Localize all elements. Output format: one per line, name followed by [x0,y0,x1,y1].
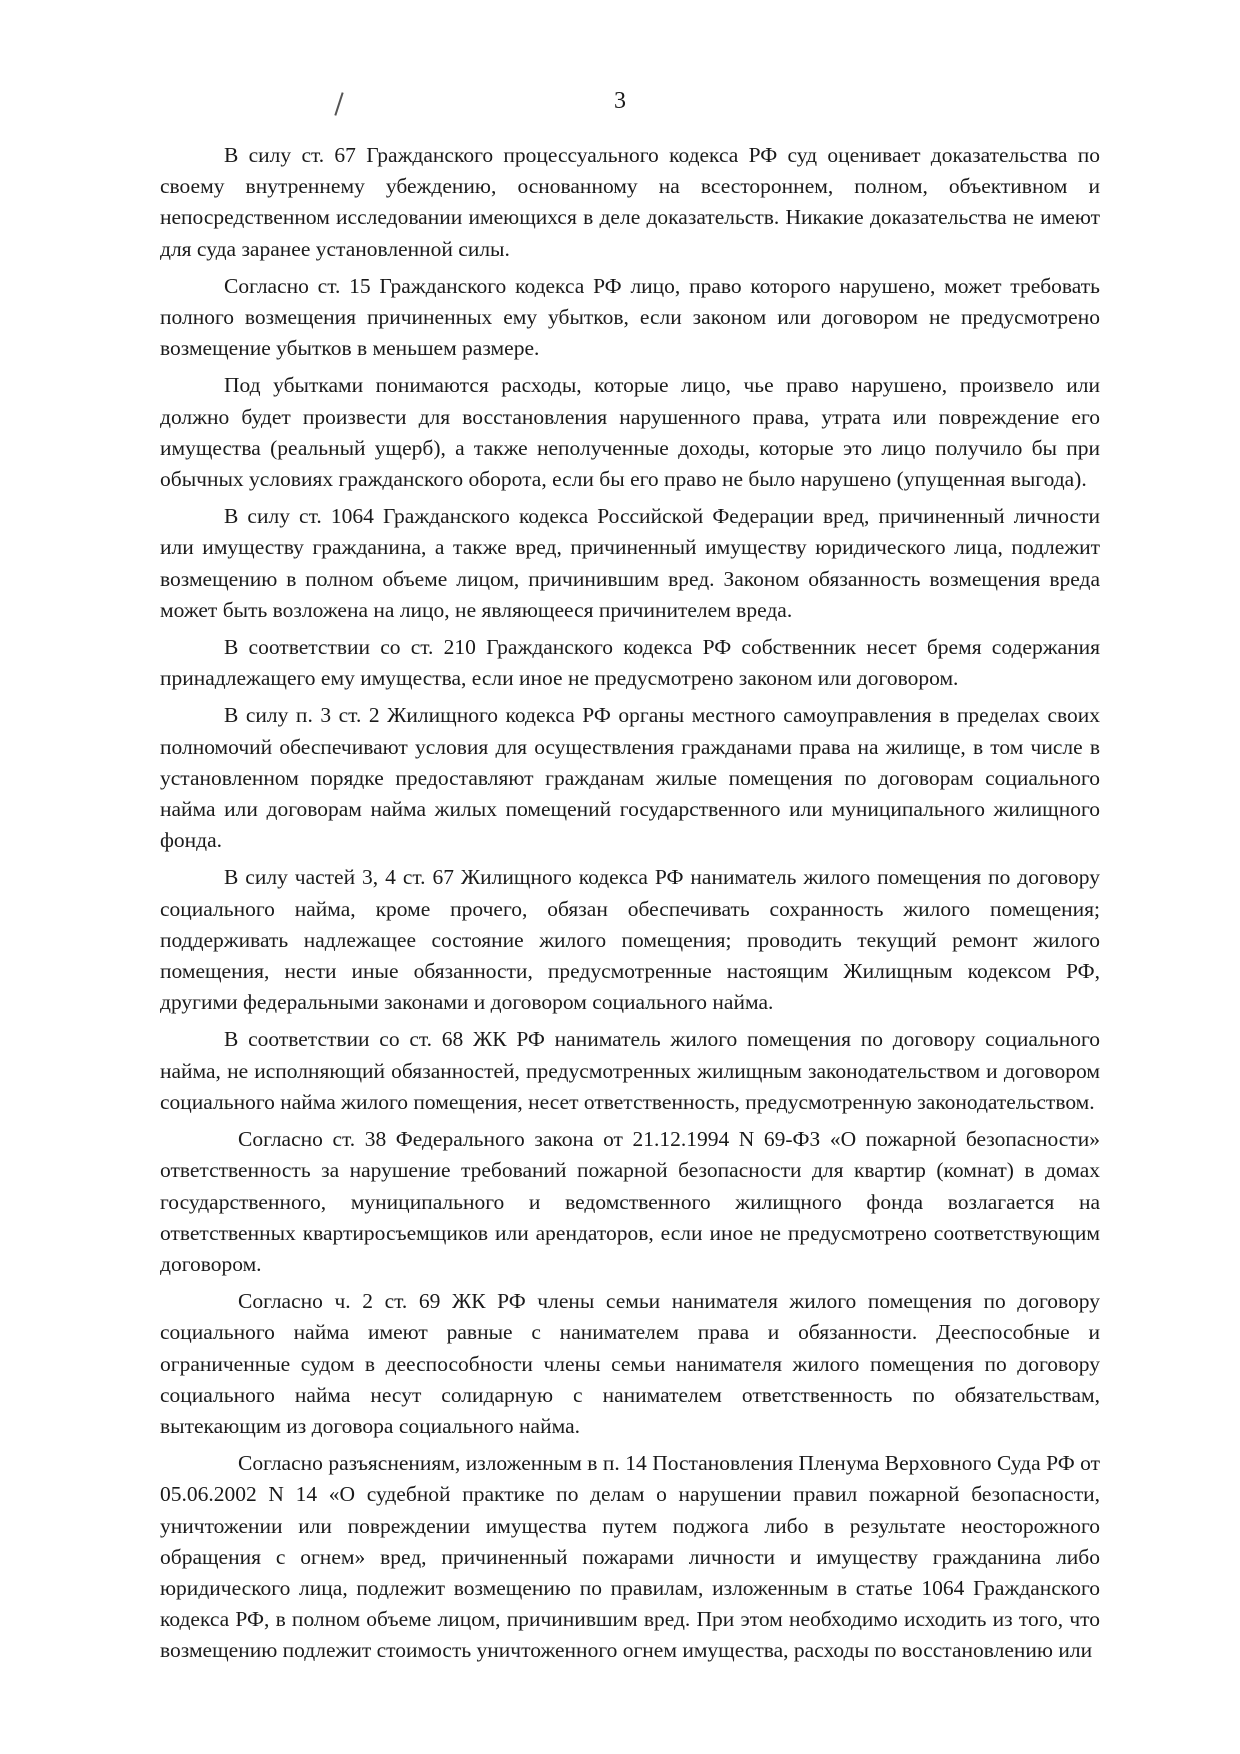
document-body [160,140,1100,1673]
paragraph-harm-liability: В силу ст. 1064 Гражданского кодекса Российской Федерации вред, причиненный личности или имуществу гражданина, а также вред, причиненный имуществу юридического лица, подлежит возмещению в полном объеме лицом, причинившим вред. Законом обязанность возмещения вреда может быть возложена на лицо, не являющееся причинителем вреда. [160,504,1100,622]
paragraph-tenant-liability: В соответствии со ст. 68 ЖК РФ наниматель жилого помещения по договору социального найма, не исполняющий обязанностей, предусмотренных жилищным законодательством и договором социального найма жилого помещения, несет ответственность, предусмотренную законодательством. [160,1027,1100,1114]
paragraph-supreme-court-plenum: Согласно разъяснениям, изложенным в п. 14 Постановления Пленума Верховного Суда РФ от 05.06.2002 N 14 «О судебной практике по делам о нарушении правил пожарной безопасности, уничтожении или повреждении имущества путем поджога либо в результате неосторожного обращения с огнем» вред, причиненный пожарами личности и имуществу гражданина либо юридического лица, подлежит возмещению по правилам, изложенным в статье 1064 Гражданского кодекса РФ, в полном объеме лицом, причинившим вред. При этом необходимо исходить из того, что возмещению подлежит стоимость уничтоженного огнем имущества, расходы по восстановлению или [160,1451,1100,1663]
paragraph-evidence-assessment: В силу ст. 67 Гражданского процессуального кодекса РФ суд оценивает доказательства по своему внутреннему убеждению, основанному на всестороннем, полном, объективном и непосредственном исследовании имеющихся в деле доказательств. Никакие доказательства не имеют для суда заранее установленной силы. [160,143,1100,261]
paragraph-fire-safety-law: Согласно ст. 38 Федерального закона от 21.12.1994 N 69-ФЗ «О пожарной безопасности» ответственность за нарушение требований пожарной безопасности для квартир (комнат) в домах государственного, муниципального и ведомственного жилищного фонда возлагается на ответственных квартиросъемщиков или арендаторов, если иное не предусмотрено соответствующим договором. [160,1127,1100,1276]
paragraph-losses-definition: Под убытками понимаются расходы, которые лицо, чье право нарушено, произвело или должно будет произвести для восстановления нарушенного права, утрата или повреждение его имущества (реальный ущерб), а также неполученные доходы, которые это лицо получило бы при обычных условиях гражданского оборота, если бы его право не было нарушено (упущенная выгода). [160,373,1100,492]
paragraph-local-government: В силу п. 3 ст. 2 Жилищного кодекса РФ органы местного самоуправления в пределах своих полномочий обеспечивают условия для осуществления гражданами права на жилище, в том числе в установленном порядке предоставляют гражданам жилые помещения по договорам социального найма или договорам найма жилых помещений государственного или муниципального жилищного фонда. [160,703,1100,853]
paragraph-family-members: Согласно ч. 2 ст. 69 ЖК РФ члены семьи нанимателя жилого помещения по договору социального найма имеют равные с нанимателем права и обязанности. Дееспособные и ограниченные судом в дееспособности члены семьи нанимателя жилого помещения по договору социального найма несут солидарную с нанимателем ответственность по обязательствам, вытекающим из договора социального найма. [160,1289,1100,1438]
paragraph-tenant-obligations: В силу частей 3, 4 ст. 67 Жилищного кодекса РФ наниматель жилого помещения по договору социального найма, кроме прочего, обязан обеспечивать сохранность жилого помещения; поддерживать надлежащее состояние жилого помещения; проводить текущий ремонт жилого помещения, нести иные обязанности, предусмотренные настоящим Жилищным кодексом РФ, другими федеральными законами и договором социального найма. [160,865,1100,1015]
paragraph-owner-burden: В соответствии со ст. 210 Гражданского кодекса РФ собственник несет бремя содержания принадлежащего ему имущества, если иное не предусмотрено законом или договором. [160,635,1100,691]
page-number: 3 [614,88,626,114]
paragraph-damages-compensation: Согласно ст. 15 Гражданского кодекса РФ лицо, право которого нарушено, может требовать полного возмещения причиненных ему убытков, если законом или договором не предусмотрено возмещение убытков в меньшем размере. [160,273,1100,361]
